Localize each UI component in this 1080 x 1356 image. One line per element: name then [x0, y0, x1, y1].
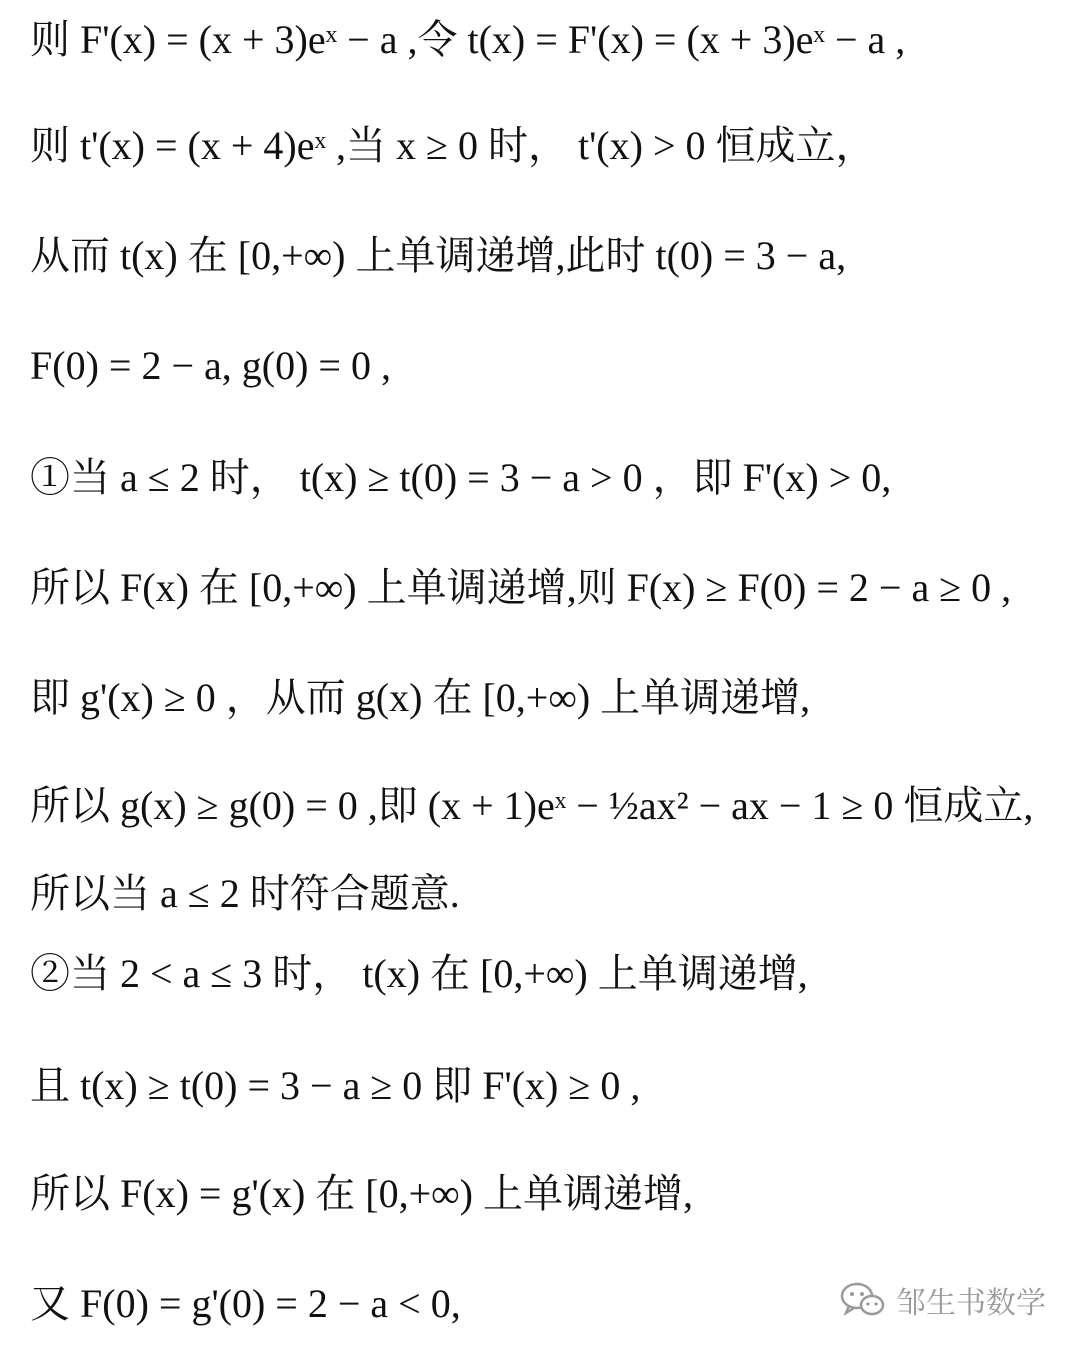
- math-line-9: 所以当 a ≤ 2 时符合题意.: [30, 871, 460, 916]
- math-line-4: F(0) = 2 − a, g(0) = 0 ,: [30, 343, 391, 388]
- watermark: [840, 1278, 1046, 1322]
- math-line-11: 且 t(x) ≥ t(0) = 3 − a ≥ 0 即 F'(x) ≥ 0 ,: [30, 1063, 641, 1108]
- math-line-7: 即 g'(x) ≥ 0 ，从而 g(x) 在 [0,+∞) 上单调递增,: [30, 675, 811, 720]
- math-line-1: 则 F'(x) = (x + 3)eˣ − a ,令 t(x) = F'(x) = (x + 3)eˣ − a ,: [30, 17, 906, 62]
- math-line-13: 又 F(0) = g'(0) = 2 − a < 0,: [30, 1281, 461, 1326]
- math-line-3: 从而 t(x) 在 [0,+∞) 上单调递增,此时 t(0) = 3 − a,: [30, 233, 847, 278]
- math-line-12: 所以 F(x) = g'(x) 在 [0,+∞) 上单调递增,: [30, 1171, 694, 1216]
- math-line-6: 所以 F(x) 在 [0,+∞) 上单调递增,则 F(x) ≥ F(0) = 2 − a ≥ 0 ,: [30, 565, 1012, 610]
- math-line-8: 所以 g(x) ≥ g(0) = 0 ,即 (x + 1)eˣ − ½ax² − ax − 1 ≥ 0 恒成立,: [30, 783, 1034, 828]
- math-line-2: 则 t'(x) = (x + 4)eˣ ,当 x ≥ 0 时， t'(x) > 0 恒成立，: [30, 123, 876, 168]
- watermark-text: 邹生书数学: [896, 1286, 1046, 1321]
- wechat-icon: [840, 1281, 886, 1319]
- math-line-5: ①当 a ≤ 2 时， t(x) ≥ t(0) = 3 − a > 0 ，即 F'(x) > 0,: [30, 455, 892, 500]
- math-line-10: ②当 2 < a ≤ 3 时， t(x) 在 [0,+∞) 上单调递增,: [30, 951, 808, 996]
